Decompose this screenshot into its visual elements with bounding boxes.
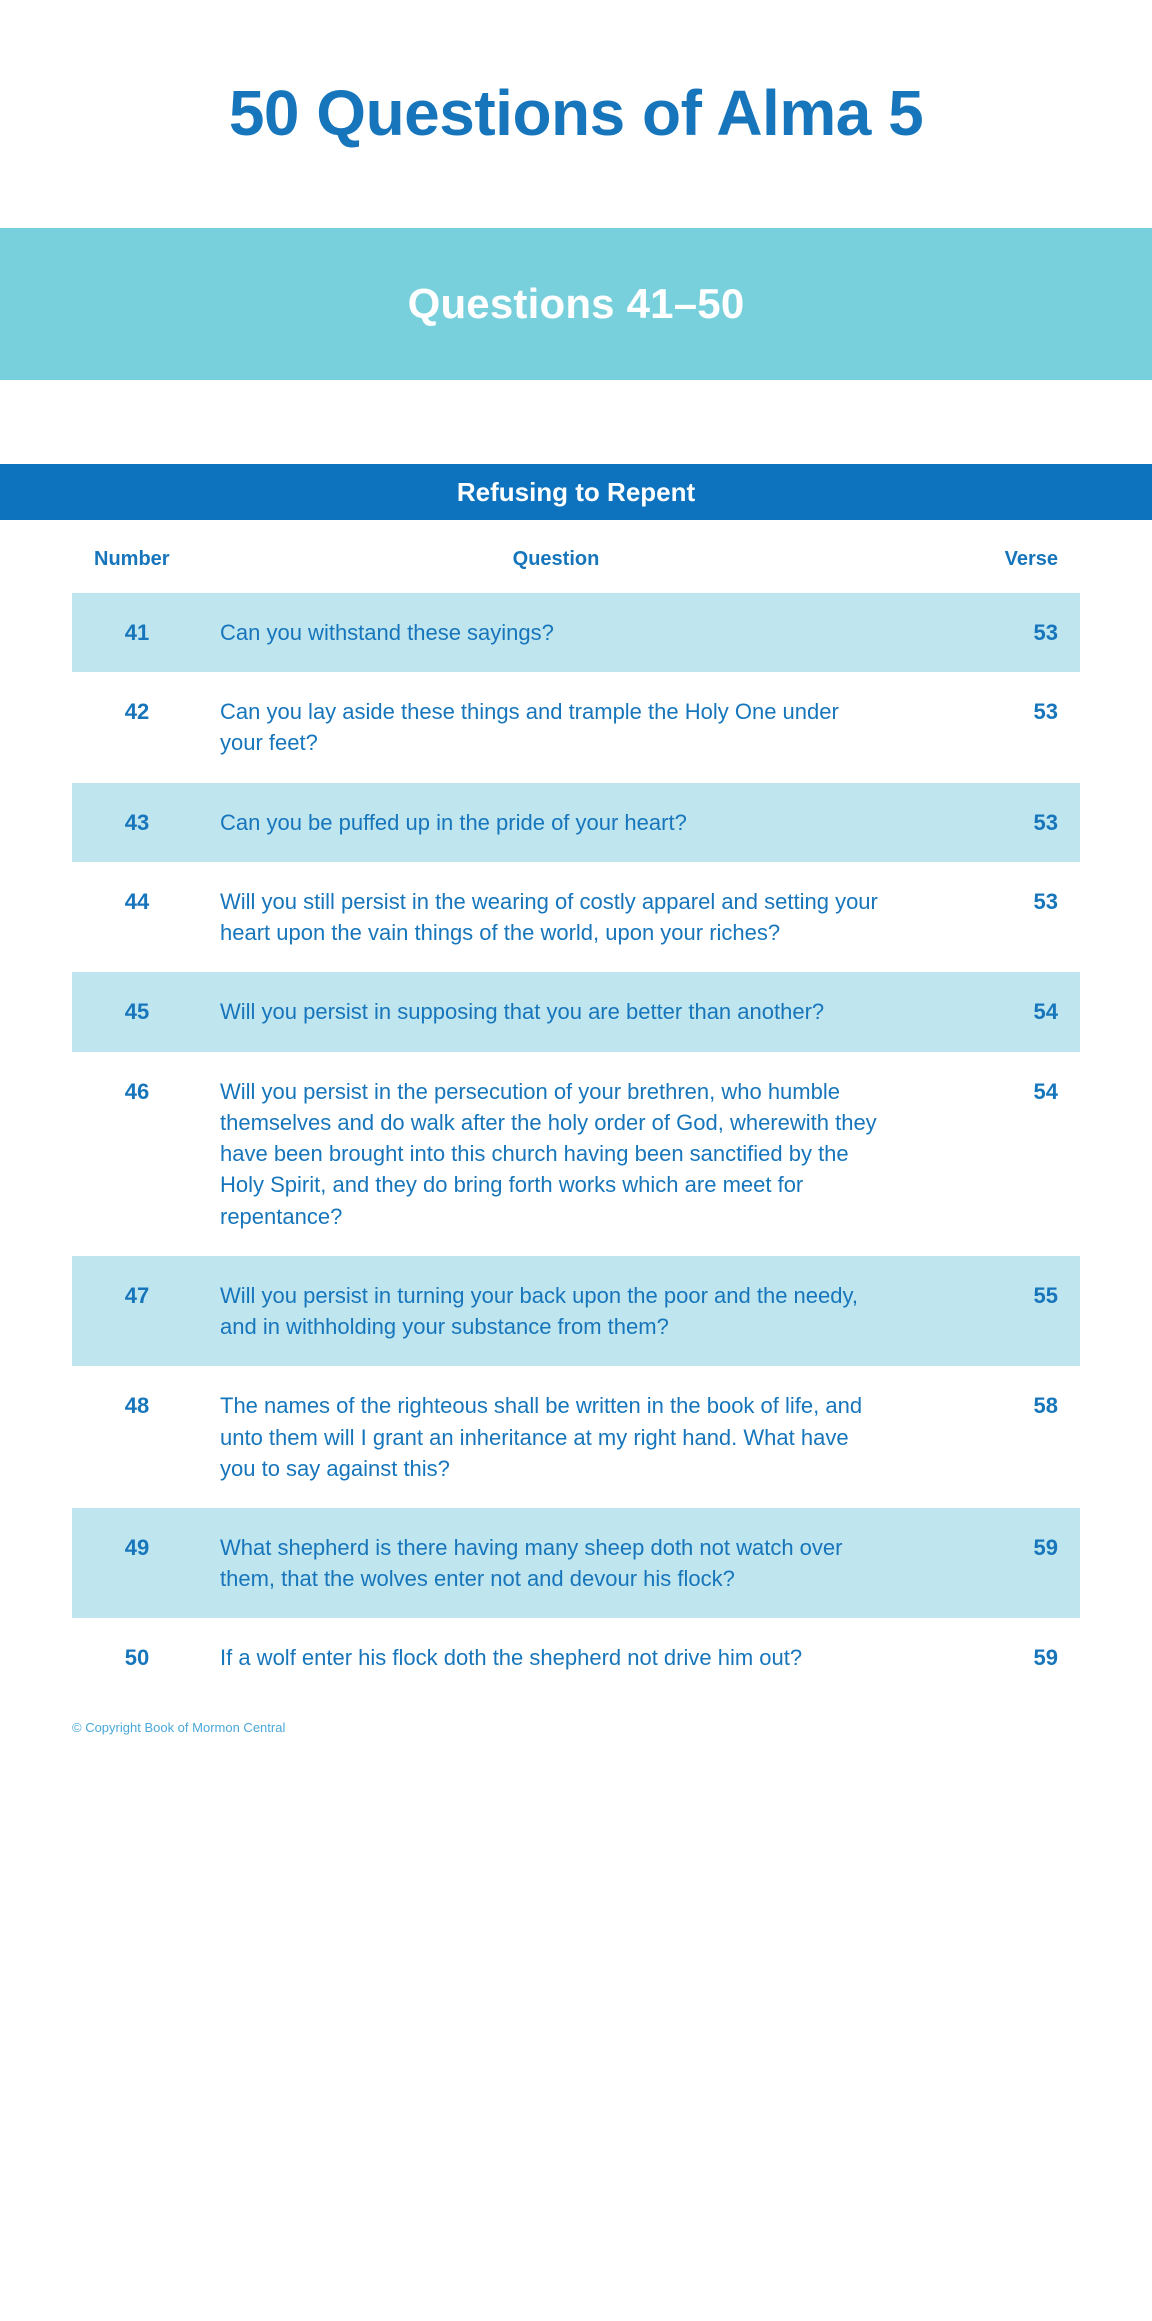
table-header [72,520,1080,593]
row-verse: 54 [910,972,1080,1051]
table-header-row [72,520,1080,593]
row-verse: 59 [910,1508,1080,1618]
footer [0,1698,1152,1763]
subtitle: Questions 41–50 [407,280,745,327]
row-question: Will you persist in the persecution of your brethren, who humble themselves and do walk after the holy order of God, wherewith they have been brought into this church having been sanctified by the Holy Spirit, and they do bring forth works which are meet for repentance? [202,1052,910,1256]
row-number: 47 [72,1256,202,1366]
row-verse: 59 [910,1618,1080,1697]
row-verse: 53 [910,862,1080,972]
section-heading: Refusing to Repent [456,476,696,507]
subtitle-band [0,228,1152,380]
column-header-verse: Verse [910,520,1080,593]
row-number: 50 [72,1618,202,1697]
questions-table [72,520,1080,1698]
row-question: Will you still persist in the wearing of costly apparel and setting your heart upon the vain things of the world, upon your riches? [202,862,910,972]
row-question: Can you withstand these sayings? [202,593,910,672]
row-verse: 53 [910,783,1080,862]
column-header-number: Number [72,520,202,593]
row-number: 41 [72,593,202,672]
row-question: Will you persist in turning your back upon the poor and the needy, and in withholding your substance from them? [202,1256,910,1366]
table-row [72,1618,1080,1697]
table-row [72,1256,1080,1366]
row-number: 44 [72,862,202,972]
row-question: If a wolf enter his flock doth the shepherd not drive him out? [202,1618,910,1697]
row-number: 46 [72,1052,202,1256]
spacer [0,380,1152,464]
row-verse: 58 [910,1366,1080,1508]
table-row [72,862,1080,972]
row-number: 49 [72,1508,202,1618]
table-row [72,972,1080,1051]
page-title: 50 Questions of Alma 5 [228,77,924,150]
row-verse: 54 [910,1052,1080,1256]
row-question: Will you persist in supposing that you are better than another? [202,972,910,1051]
table-row [72,1508,1080,1618]
row-verse: 53 [910,593,1080,672]
table-row [72,672,1080,782]
row-number: 43 [72,783,202,862]
table-row [72,783,1080,862]
row-question: The names of the righteous shall be written in the book of life, and unto them will I grant an inheritance at my right hand. What have you to say against this? [202,1366,910,1508]
table-body [72,593,1080,1698]
table-row [72,1366,1080,1508]
row-number: 48 [72,1366,202,1508]
row-number: 45 [72,972,202,1051]
table-row [72,1052,1080,1256]
table-row [72,593,1080,672]
copyright-text: © Copyright Book of Mormon Central [72,1719,286,1735]
title-band [0,0,1152,228]
row-question: Can you be puffed up in the pride of your heart? [202,783,910,862]
row-number: 42 [72,672,202,782]
section-header [0,464,1152,520]
row-verse: 53 [910,672,1080,782]
row-question: What shepherd is there having many sheep doth not watch over them, that the wolves enter not and devour his flock? [202,1508,910,1618]
row-question: Can you lay aside these things and trample the Holy One under your feet? [202,672,910,782]
column-header-question: Question [202,520,910,593]
questions-table-wrapper [0,520,1152,1698]
row-verse: 55 [910,1256,1080,1366]
